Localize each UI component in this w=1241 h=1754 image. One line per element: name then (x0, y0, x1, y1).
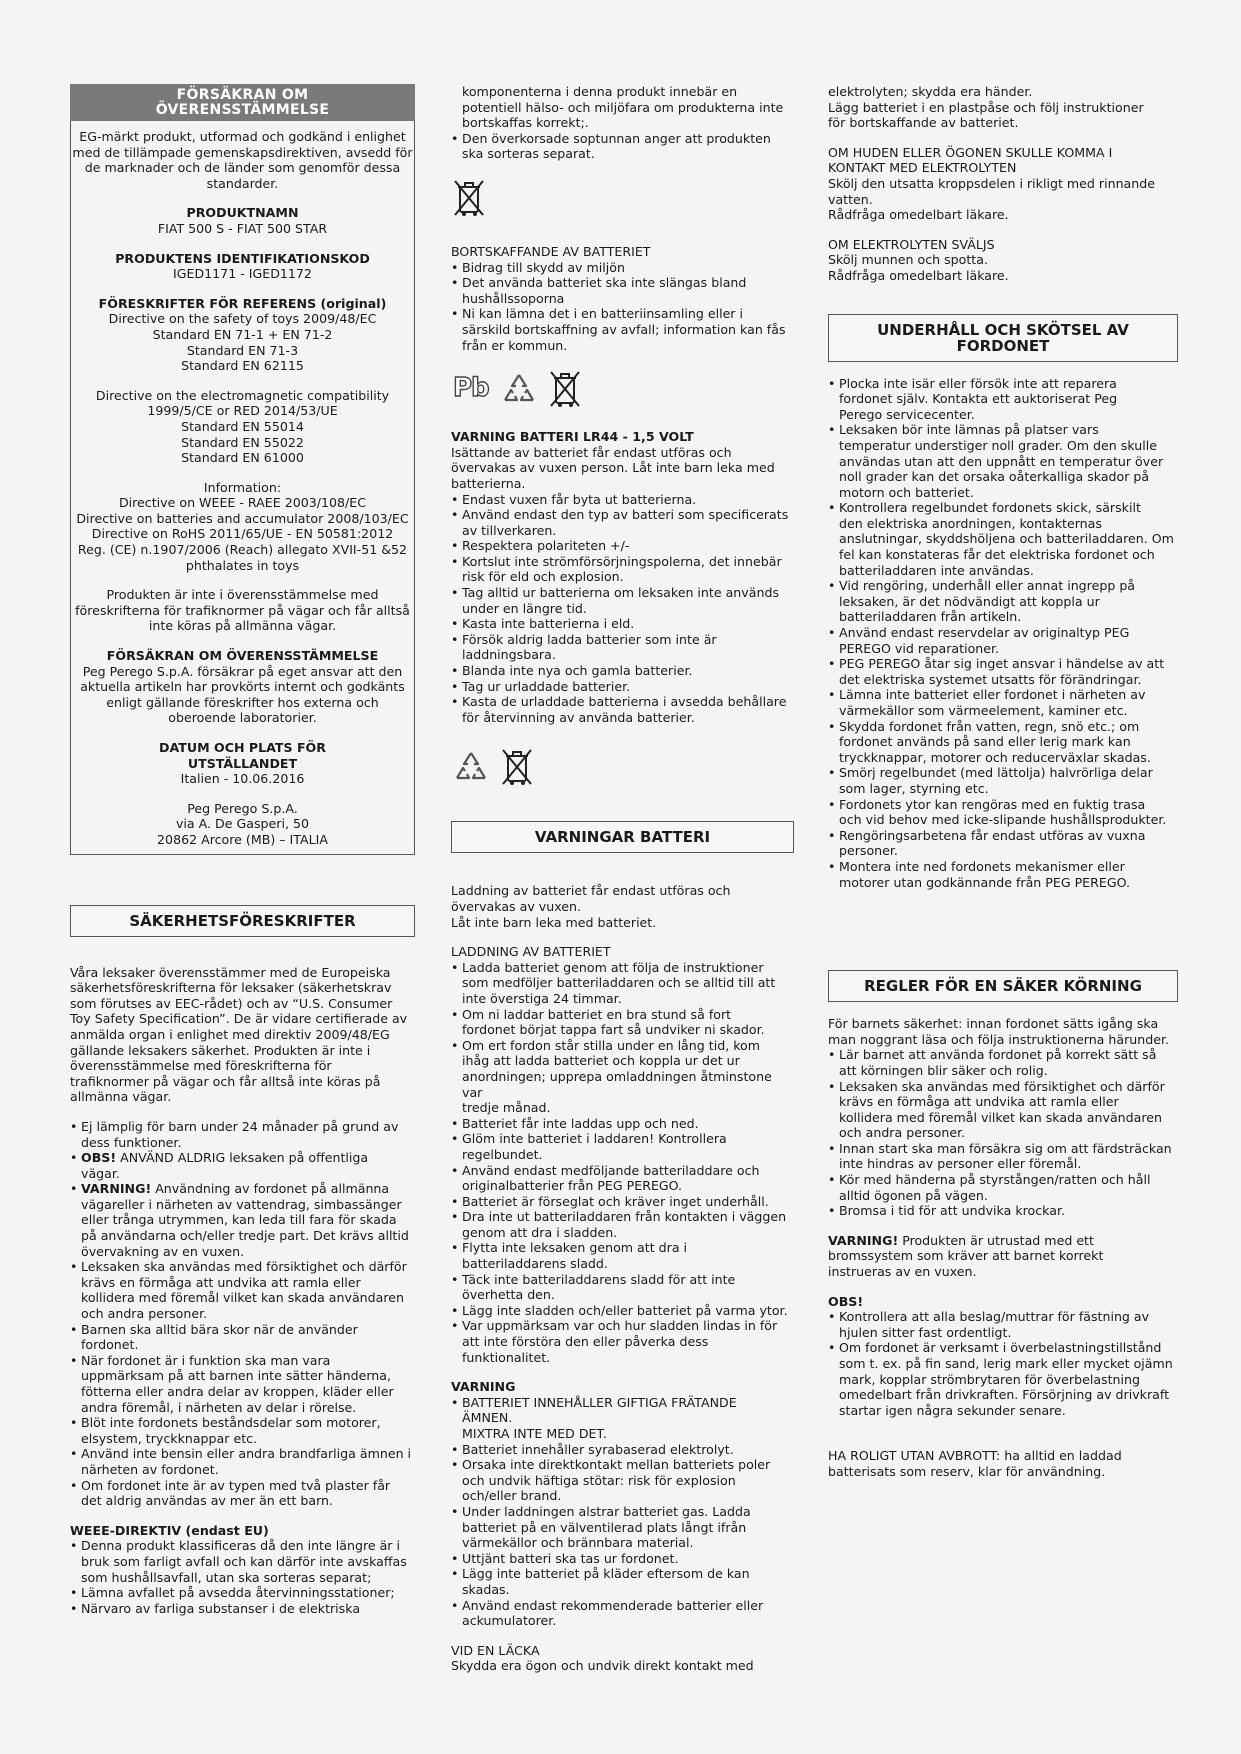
list-item: • Täck inte batteriladdarens sladd för att inte överhetta den. (451, 1272, 794, 1303)
list-item: • Batteriet innehåller syrabaserad elektrolyt. (451, 1442, 794, 1458)
charging-title: LADDNING AV BATTERIET (451, 944, 611, 960)
list-item: • Innan start ska man försäkra sig om att färdsträckan inte hindras av personer eller föremål. (828, 1141, 1178, 1172)
pb-symbol-icon: Pb (453, 373, 489, 404)
product-name: FIAT 500 S - FIAT 500 STAR (157, 220, 328, 236)
list-item: • OBS! ANVÄND ALDRIG leksaken på offentliga vägar. (70, 1150, 415, 1181)
warning-list (451, 1395, 794, 1629)
list-item: • Lämna avfallet på avsedda återvinningsstationer; (70, 1585, 415, 1601)
driving-header: REGLER FÖR EN SÄKER KÖRNING (828, 970, 1178, 1002)
list-item: • Kör med händerna på styrstången/ratten och håll alltid ögonen på vägen. (828, 1172, 1178, 1203)
declaration-section (70, 84, 415, 855)
list-item: • Ladda batteriet genom att följa de instruktioner som medföljer batteriladdaren och se alltid till att inte överstiga 24 timmar. (451, 960, 794, 1007)
list-item: • Blöt inte fordonets beståndsdelar som motorer, elsystem, tryckknappar etc. (70, 1415, 415, 1446)
list-item: • Respektera polariteten +/- (451, 538, 794, 554)
lr44-title: VARNING BATTERI LR44 - 1,5 VOLT (451, 429, 694, 445)
crossed-bin-icon (501, 747, 533, 787)
list-item: • Glöm inte batteriet i laddaren! Kontrollera regelbundet. (451, 1131, 794, 1162)
list-item: • Närvaro av farliga substanser i de elektriska (70, 1601, 415, 1617)
lr44-intro: Isättande av batteriet får endast utföras och övervakas av vuxen person. Låt inte barn leka med batterierna. (451, 444, 775, 491)
list-item: • Om ert fordon står stilla under en lång tid, kom ihåg att ladda batteriet och koppla ur det ur anordningen; upprepa omladdningen åtminstone var tredje månad. (451, 1038, 794, 1116)
maintenance-header: UNDERHÅLL OCH SKÖTSEL AV FORDONET (828, 314, 1178, 362)
list-item: • Orsaka inte direktkontakt mellan batteriets poler och undvik häftiga stötar: risk för explosion och/eller brand. (451, 1457, 794, 1504)
list-item: • Bromsa i tid för att undvika krockar. (828, 1203, 1178, 1219)
swallow-title: OM ELEKTROLYTEN SVÄLJS (828, 236, 995, 252)
weee-list (70, 1538, 415, 1616)
list-item: • Leksaken bör inte lämnas på platser vars temperatur understiger noll grader. Om den skulle användas utan att den uppnått en temperatur över noll grader kan det orsaka oåterkalliga skador på motorn och batteriet. (828, 422, 1178, 500)
list-item: • Lägg inte batteriet på kläder eftersom de kan skadas. (451, 1566, 794, 1597)
disposal-icon-row (451, 369, 794, 409)
list-item: • Fordonets ytor kan rengöras med en fuktig trasa och vid behov med icke-slipande hushållsprodukter. (828, 797, 1178, 828)
list-item: • Det använda batteriet ska inte slängas bland hushållssoporna (451, 275, 794, 306)
list-item: • När fordonet är i funktion ska man vara uppmärksam på att barnen inte sätter händerna, fötterna eller andra delar av kroppen, kläder eller andra föremål, i närheten av delar i rörelse. (70, 1353, 415, 1415)
product-id-title: PRODUKTENS IDENTIFIKATIONSKOD (115, 250, 370, 266)
list-item: • BATTERIET INNEHÅLLER GIFTIGA FRÄTANDE ÄMNEN. MIXTRA INTE MED DET. (451, 1395, 794, 1442)
safety-intro: Våra leksaker överensstämmer med de Europeiska säkerhetsföreskrifterna för leksaker (säkerhetskrav som förutses av EEC-rådet) och av “U.S. Consumer Toy Safety Specification”. De är vidare certifierade av anmälda organ i enlighet med direktiv 2009/48/EG gällande leksakers säkerhet. Produkten är inte i överensstämmelse med föreskrifterna för trafiknormer på vägar och får alltså inte köras på allmänna vägar. (70, 964, 408, 1105)
declaration-header: FÖRSÄKRAN OM ÖVERENSSTÄMMELSE (70, 84, 415, 121)
weee-icon-row (451, 178, 794, 218)
charging-list (451, 960, 794, 1365)
list-item: • Lämna inte batteriet eller fordonet i närheten av värmekällor som värmeelement, kaminer etc. (828, 687, 1178, 718)
warning-title: VARNING (451, 1379, 516, 1395)
recycle-icon (453, 750, 489, 784)
safety-header: SÄKERHETSFÖRESKRIFTER (70, 905, 415, 937)
list-item: • Leksaken ska användas med försiktighet och därför krävs en förmåga att undvika att ramla eller kollidera med föremål vilket kan skada användaren och andra personer. (70, 1259, 415, 1321)
list-item: • Försök aldrig ladda batterier som inte är laddningsbara. (451, 632, 794, 663)
list-item: • Plocka inte isär eller försök inte att reparera fordonet själv. Kontakta ett auktoriserat Peg Perego servicecenter. (828, 376, 1178, 423)
list-item: • Kortslut inte strömförsörjningspolerna, det innebär risk för eld och explosion. (451, 554, 794, 585)
list-item: • Använd endast medföljande batteriladdare och originalbatterier från PEG PEREGO. (451, 1163, 794, 1194)
list-item: • VARNING! Användning av fordonet på allmänna vägareller i närheten av vattendrag, simbassänger eller trånga utrymmen, kan leda till fara för skada på användarna och/eller tredje part. Det krävs alltid övervakning av en vuxen. (70, 1181, 415, 1259)
obs-list (828, 1309, 1178, 1418)
list-item: • Dra inte ut batteriladdaren från kontakten i väggen genom att dra i sladden. (451, 1209, 794, 1240)
leak-text: Skydda era ögon och undvik direkt kontakt med (451, 1658, 754, 1674)
battery-warnings-intro: Laddning av batteriet får endast utföras och övervakas av vuxen. Låt inte barn leka med batteriet. (451, 883, 731, 930)
list-item: • Använd inte bensin eller andra brandfarliga ämnen i närheten av fordonet. (70, 1446, 415, 1477)
traffic-note: Produkten är inte i överensstämmelse med föreskrifterna för trafiknormer på vägar och får alltså inte köras på allmänna vägar. (75, 587, 410, 634)
list-item: • Lägg inte sladden och/eller batteriet på varma ytor. (451, 1303, 794, 1319)
declaration-intro: EG-märkt produkt, utformad och godkänd i enlighet med de tillämpade gemenskapsdirektiven, avsedd för de marknader och de länder som genomför dessa standarder. (72, 129, 413, 191)
declaration-box: EG-märkt produkt, utformad och godkänd i enlighet med de tillämpade gemenskapsdirektiven, avsedd för de marknader och de länder som genomför dessa standarder. PRODUKTNAMN FIAT 500 S - FIAT 500 STAR PRODUKTENS IDENTIFIKATIONSKOD IGED1171 - IGED1172 FÖRESKRIFTER FÖR REFERENS (original) Directive on the safety of toys 2009/48/EC Standard EN 71-1 + EN 71-2 Standard EN 71-3 Standard EN 62115 Directive on the electromagnetic compatibility 1999/5/CE or RED 2014/53/UE Standard EN 55014 Standard EN 55022 Standard EN 61000 Information: Directive on WEEE - RAEE 2003/108/EC Directive on batteries and accumulator 2008/103/EC Directive on RoHS 2011/65/UE - EN 50581:2012 Reg. (CE) n.1907/2006 (Reach) allegato XVII-51 &52 phthalates in toys Produkten är inte i överensstämmelse med föreskrifterna för trafiknormer på vägar och får alltså inte köras på allmänna vägar. FÖRSÄKRAN OM ÖVERENSSTÄMMELSE Peg Perego S.p.A. försäkrar på eget ansvar att den aktuella artikeln har provkörts internt och godkänts enligt gällande föreskrifter hos externa och oberoende laboratorier. DATUM OCH PLATS FÖR UTSTÄLLANDET Italien - 10.06.2016 Peg Perego S.p.A. via A. De Gasperi, 50 20862 Arcore (MB) – ITALIA (70, 121, 415, 855)
list-item: • Denna produkt klassificeras då den inte längre är i bruk som farligt avfall och kan därför inte avskaffas som hushållsavfall, utan ska sorteras separat; (70, 1538, 415, 1585)
list-item: • Uttjänt batteri ska tas ur fordonet. (451, 1551, 794, 1567)
disposal-list (451, 260, 794, 354)
list-item: • Ni kan lämna det i en batteriinsamling eller i särskild bortskaffning av avfall; information kan fås från er kommun. (451, 306, 794, 353)
battery-icon-row (451, 747, 794, 787)
date-title: DATUM OCH PLATS FÖR (159, 740, 326, 755)
list-item: • Barnen ska alltid bära skor när de använder fordonet. (70, 1322, 415, 1353)
driving-warning: VARNING! Produkten är utrustad med ett bromssystem som kräver att barnet korrekt instrueras av en vuxen. (828, 1232, 1104, 1280)
column-2 (451, 84, 794, 1674)
list-item: • Ej lämplig för barn under 24 månader på grund av dess funktioner. (70, 1119, 415, 1150)
list-item: • Kasta de urladdade batterierna i avsedda behållare för återvinning av använda batterier. (451, 694, 794, 725)
list-item: • Lär barnet att använda fordonet på korrekt sätt så att körningen blir säker och rolig. (828, 1047, 1178, 1078)
list-item: • Smörj regelbundet (med lättolja) halvrörliga delar som lager, styrning etc. (828, 765, 1178, 796)
skin-title: OM HUDEN ELLER ÖGONEN SKULLE KOMMA I (828, 144, 1113, 160)
list-item: • Skydda fordonet från vatten, regn, snö etc.; om fordonet används på sand eller lerig mark kan tryckknappar, motorer och reducerväxlar skadas. (828, 719, 1178, 766)
conformity-title: FÖRSÄKRAN OM ÖVERENSSTÄMMELSE (106, 648, 379, 664)
crossed-bin-icon (549, 369, 581, 409)
list-item: • Om ni laddar batteriet en bra stund så fort fordonet börjat tappa fart så undviker ni skador. (451, 1007, 794, 1038)
list-item: • Vid rengöring, underhåll eller annat ingrepp på leksaken, är det nödvändigt att koppla ur batteriladdaren från artikeln. (828, 578, 1178, 625)
list-item: • Batteriet får inte laddas upp och ned. (451, 1116, 794, 1132)
list-item: • Kasta inte batterierna i eld. (451, 616, 794, 632)
list-item: • Om fordonet inte är av typen med två plaster får det aldrig användas av mer än ett barn. (70, 1478, 415, 1509)
product-id: IGED1171 - IGED1172 (173, 266, 312, 282)
list-item: • Om fordonet är verksamt i överbelastningstillstånd som t. ex. på fin sand, lerig mark eller mycket ojämn mark, kopplar strömbrytaren för överbelastning omedelbart från drivkraften. Försörjning av drivkraft startar igen några sekunder senare. (828, 1340, 1178, 1418)
obs-title: OBS! (828, 1293, 864, 1309)
list-item: • Den överkorsade soptunnan anger att produkten ska sorteras separat. (451, 131, 794, 162)
weee-continued: komponenterna i denna produkt innebär en potentiell hälso- och miljöfara om produkterna inte bortskaffas korrekt;. (462, 84, 784, 131)
list-item: • Montera inte ned fordonets mekanismer eller motorer utan godkännande från PEG PEREGO. (828, 859, 1178, 890)
weee-title: WEEE-DIREKTIV (endast EU) (70, 1522, 269, 1538)
column-1 (70, 84, 415, 1616)
disposal-title: BORTSKAFFANDE AV BATTERIET (451, 243, 651, 259)
list-item: • Kontrollera regelbundet fordonets skick, särskilt den elektriska anordningen, kontakternas anslutningar, skyddshöljena och batteriladdaren. Om fel kan konstateras får det elektriska fordonet och batteriladdaren inte användas. (828, 500, 1178, 578)
list-item: • Använd endast den typ av batteri som specificerats av tillverkaren. (451, 507, 794, 538)
maintenance-list (828, 376, 1178, 891)
crossed-bin-icon (453, 178, 485, 218)
leak-continued: elektrolyten; skydda era händer. Lägg batteriet i en plastpåse och följ instruktioner för bortskaffande av batteriet. (828, 84, 1144, 131)
list-item: • Bidrag till skydd av miljön (451, 260, 794, 276)
list-item: • Leksaken ska användas med försiktighet och därför krävs en förmåga att undvika att ramla eller kollidera med föremål vilket kan skada användaren och andra personer. (828, 1079, 1178, 1141)
driving-list (828, 1047, 1178, 1219)
battery-warnings-header: VARNINGAR BATTERI (451, 821, 794, 853)
list-item: • Tag ur urladdade batterier. (451, 679, 794, 695)
have-fun-note: HA ROLIGT UTAN AVBROTT: ha alltid en laddad batterisats som reserv, klar för användning. (828, 1448, 1122, 1479)
list-item: • Batteriet är förseglat och kräver inget underhåll. (451, 1194, 794, 1210)
safety-list (70, 1119, 415, 1509)
list-item: • Kontrollera att alla beslag/muttrar för fästning av hjulen sitter fast ordentligt. (828, 1309, 1178, 1340)
list-item: • Endast vuxen får byta ut batterierna. (451, 492, 794, 508)
recycle-icon (501, 372, 537, 406)
lr44-list (451, 492, 794, 726)
list-item: • Flytta inte leksaken genom att dra i batteriladdarens sladd. (451, 1240, 794, 1271)
address: Peg Perego S.p.A. via A. De Gasperi, 50 20862 Arcore (MB) – ITALIA (157, 800, 328, 847)
list-item: • Under laddningen alstrar batteriet gas. Ladda batteriet på en välventilerad plats långt ifrån värmekällor och brännbara material. (451, 1504, 794, 1551)
list-item: • Blanda inte nya och gamla batterier. (451, 663, 794, 679)
column-3: elektrolyten; skydda era händer. Lägg batteriet i en plastpåse och följ instruktioner för bortskaffande av batteriet. OM HUDEN ELLER ÖGONEN SKULLE KOMMA I KONTAKT MED ELEKTROLYTEN Skölj den utsatta kroppsdelen i rikligt med rinnande vatten. Rådfråga omedelbart läkare. OM ELEKTROLYTEN SVÄLJS Skölj munnen och spotta. Rådfråga omedelbart läkare. UNDERHÅLL OCH SKÖTSEL AV FORDONET • Plocka inte isär eller försök inte att reparera fordonet själv. Kontakta ett auktoriserat Peg Perego servicecenter. • Leksaken bör inte lämnas på platser vars temperatur understiger noll grader. Om den skulle användas utan att den uppnått en temperatur över noll grader kan det orsaka oåterkalliga skador på motorn och batteriet. • Kontrollera regelbundet fordonets skick, särskilt den elektriska anordningen, kontakternas anslutningar, skyddshöljena och batteriladdaren. Om fel kan konstateras får det elektriska fordonet och batteriladdaren inte användas. • Vid rengöring, underhåll eller annat ingrepp på leksaken, är det nödvändigt att koppla ur batteriladdaren från artikeln. • Använd endast reservdelar av originaltyp PEG PEREGO vid reparationer. • PEG PEREGO åtar sig inget ansvar i händelse av att det elektriska systemet utsatts för förändringar. • Lämna inte batteriet eller fordonet i närheten av värmekällor som värmeelement, kaminer etc. • Skydda fordonet från vatten, regn, snö etc.; om fordonet används på sand eller lerig mark kan tryckknappar, motorer och reducerväxlar skadas. • Smörj regelbundet (med lättolja) halvrörliga delar som lager, styrning etc. • Fordonets ytor kan rengöras med en fuktig trasa och vid behov med icke-slipande hushållsprodukter. • Rengöringsarbetena får endast utföras av vuxna personer. • Montera inte ned fordonets mekanismer eller motorer utan godkännande från PEG PEREGO. REGLER FÖR EN SÄKER KÖRNING För barnets säkerhet: innan fordonet sätts igång ska man noggrant läsa och följa instruktionerna härunder. • Lär barnet att använda fordonet på korrekt sätt så att körningen blir säker och rolig. • Leksaken ska användas med försiktighet och därför krävs en förmåga att undvika att ramla eller kollidera med föremål vilket kan skada användaren och andra personer. • Innan start ska man försäkra sig om att färdsträckan inte hindras av personer eller föremål. • Kör med händerna på styrstången/ratten och håll alltid ögonen på vägen. • Bromsa i tid för att undvika krockar. VARNING! Produkten är utrustad med ett bromssystem som kräver att barnet korrekt instrueras av en vuxen. OBS! • Kontrollera att alla beslag/muttrar för fästning av hjulen sitter fast ordentligt. • Om fordonet är verksamt i överbelastningstillstånd som t. ex. på fin sand, lerig mark eller mycket ojämn mark, kopplar strömbrytaren för överbelastning omedelbart från drivkraften. Försörjning av drivkraft startar igen några sekunder senare. HA ROLIGT UTAN AVBROTT: ha alltid en laddad batterisats som reserv, klar för användning. (828, 84, 1178, 1480)
driving-intro: För barnets säkerhet: innan fordonet sätts igång ska man noggrant läsa och följa instruktionerna härunder. (828, 1016, 1170, 1047)
list-item: • Rengöringsarbetena får endast utföras av vuxna personer. (828, 828, 1178, 859)
date-text: Italien - 10.06.2016 (180, 771, 305, 787)
leak-title: VID EN LÄCKA (451, 1642, 540, 1658)
list-item: • PEG PEREGO åtar sig inget ansvar i händelse av att det elektriska systemet utsatts för förändringar. (828, 656, 1178, 687)
list-item: • Tag alltid ur batterierna om leksaken inte används under en längre tid. (451, 585, 794, 616)
list-item: • Använd endast reservdelar av originaltyp PEG PEREGO vid reparationer. (828, 625, 1178, 656)
product-name-title: PRODUKTNAMN (186, 205, 299, 221)
list-item: • Var uppmärksam var och hur sladden lindas in för att inte förstöra den eller påverka dess funktionalitet. (451, 1318, 794, 1365)
regs-title: FÖRESKRIFTER FÖR REFERENS (original) (98, 295, 387, 311)
list-item: • Använd endast rekommenderade batterier eller ackumulatorer. (451, 1598, 794, 1629)
